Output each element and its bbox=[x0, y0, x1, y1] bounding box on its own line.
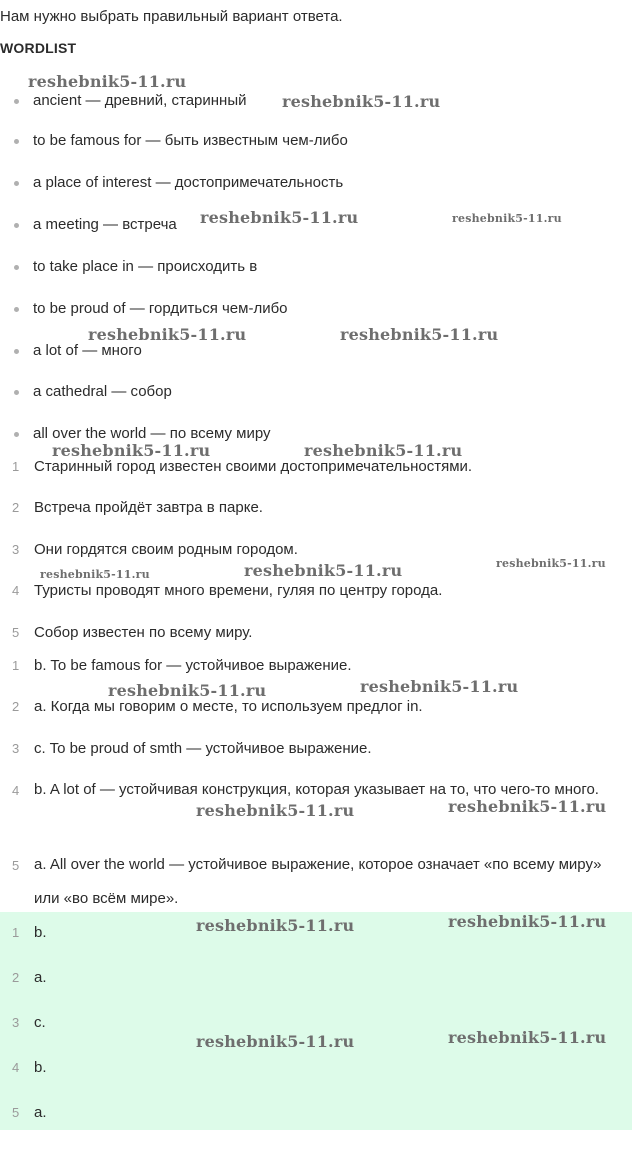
watermark: reshebnik5-11.ru bbox=[282, 92, 441, 111]
watermark: reshebnik5-11.ru bbox=[448, 1028, 607, 1047]
bullet-icon bbox=[14, 223, 19, 228]
watermark: reshebnik5-11.ru bbox=[340, 325, 499, 344]
watermark: reshebnik5-11.ru bbox=[108, 681, 267, 700]
watermark: reshebnik5-11.ru bbox=[196, 1032, 355, 1051]
watermark: reshebnik5-11.ru bbox=[52, 441, 211, 460]
bullet-icon bbox=[14, 265, 19, 270]
bullet-icon bbox=[14, 432, 19, 437]
bullet-icon bbox=[14, 390, 19, 395]
watermark: reshebnik5-11.ru bbox=[40, 568, 150, 581]
watermark: reshebnik5-11.ru bbox=[196, 801, 355, 820]
bullet-icon bbox=[14, 139, 19, 144]
watermark: reshebnik5-11.ru bbox=[200, 208, 359, 227]
watermark: reshebnik5-11.ru bbox=[28, 72, 187, 91]
bullet-icon bbox=[14, 181, 19, 186]
watermark: reshebnik5-11.ru bbox=[452, 212, 562, 225]
answers-panel: 1 b. 2 a. 3 c. 4 b. 5 a. bbox=[0, 912, 632, 1130]
bullet-icon bbox=[14, 349, 19, 354]
watermark: reshebnik5-11.ru bbox=[360, 677, 519, 696]
watermark: reshebnik5-11.ru bbox=[88, 325, 247, 344]
bullet-icon bbox=[14, 99, 19, 104]
bullet-icon bbox=[14, 307, 19, 312]
watermark: reshebnik5-11.ru bbox=[196, 916, 355, 935]
wordlist-heading: WORDLIST bbox=[0, 40, 77, 56]
watermark: reshebnik5-11.ru bbox=[496, 557, 606, 570]
watermark: reshebnik5-11.ru bbox=[244, 561, 403, 580]
watermark: reshebnik5-11.ru bbox=[448, 912, 607, 931]
watermark: reshebnik5-11.ru bbox=[448, 797, 607, 816]
watermark: reshebnik5-11.ru bbox=[304, 441, 463, 460]
intro-text: Нам нужно выбрать правильный вариант ответа. bbox=[0, 8, 343, 25]
